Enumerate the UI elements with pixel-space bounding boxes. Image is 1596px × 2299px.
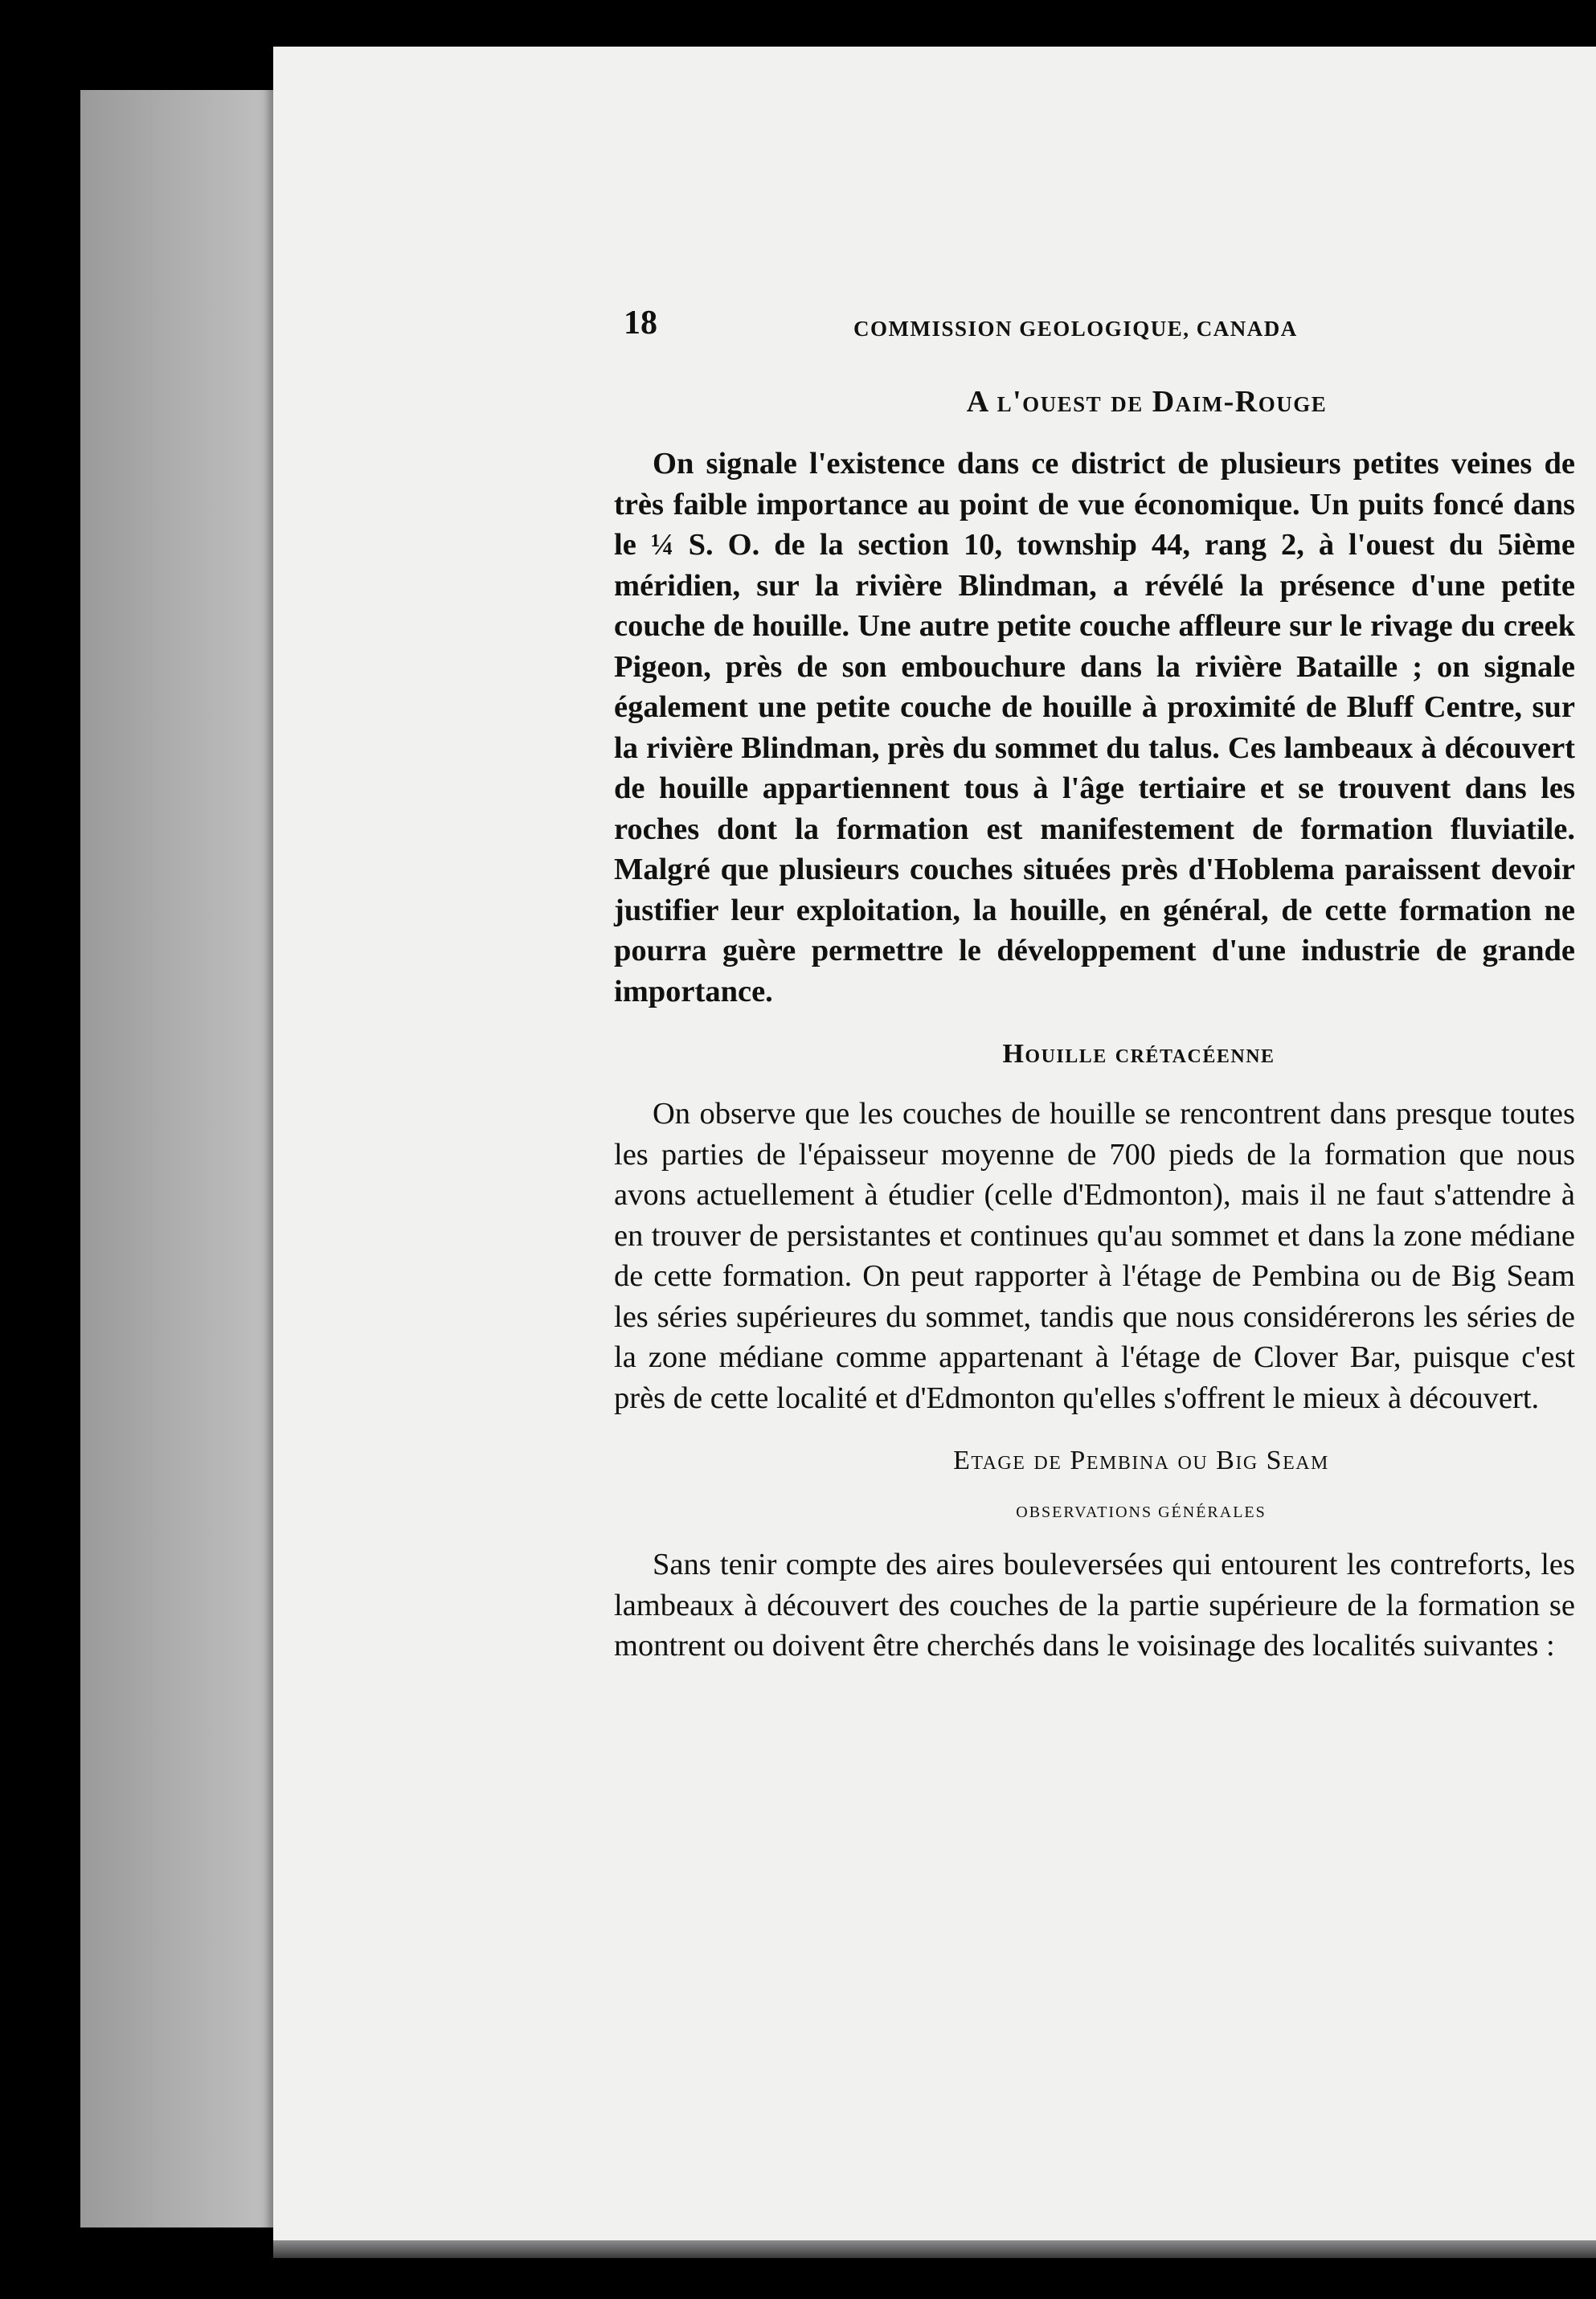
section-heading-daim-rouge: A l'ouest de Daim-Rouge <box>966 385 1328 419</box>
page-bottom-edge <box>273 2240 1596 2258</box>
section-heading-houille-cretaceenne: Houille crétacéenne <box>1002 1039 1275 1069</box>
paragraph-houille-cretaceenne: On observe que les couches de houille se rencontrent dans presque toutes les parties de l'épaisseur moyenne de 700 pieds de la formation que nous avons actuellement à étudier (celle d'Edmonton), mais il ne faut s'attendre à en trouver de persistantes et continues qu'au sommet et dans la zone médiane de cette formation. On peut rapporter à l'étage de Pembina ou de Big Seam les séries supérieures du sommet, tandis que nous considérerons les séries de la zone médiane comme appartenant à l'étage de Clover Bar, puisque c'est près de cette localité et d'Edmonton qu'elles s'offrent le mieux à découvert. <box>614 1097 1575 1415</box>
running-title: COMMISSION GEOLOGIQUE, CANADA <box>853 317 1298 341</box>
page-content <box>614 299 1575 1667</box>
page-number: 18 <box>624 305 657 342</box>
section-heading-etage-pembina: Etage de Pembina ou Big Seam <box>953 1446 1329 1475</box>
paragraph-daim-rouge: On signale l'existence dans ce district de plusieurs petites veines de très faible importance au point de vue économique. Un puits foncé dans le ¼ S. O. de la section 10, township 44, rang 2, à l'ouest du 5ième méridien, sur la rivière Blindman, a révélé la présence d'une petite couche de houille. Une autre petite couche affleure sur le rivage du creek Pigeon, près de son embouchure dans la rivière Bataille ; on signale également une petite couche de houille à proximité de Bluff Centre, sur la rivière Blindman, près du sommet du talus. Ces lambeaux à découvert de houille appartiennent tous à l'âge tertiaire et se trouvent dans les roches dont la formation est manifestement de formation fluviatile. Malgré que plusieurs couches situées près d'Hoblema paraissent devoir justifier leur exploitation, la houille, en général, de cette formation ne pourra guère permettre le développement d'une industrie de grande importance. <box>614 447 1575 1008</box>
subheading-observations-generales: OBSERVATIONS GÉNÉRALES <box>1016 1503 1267 1521</box>
paragraph-etage-pembina: Sans tenir compte des aires bouleversées qui entourent les contreforts, les lambeaux à découvert des couches de la partie supérieure de la formation se montrent ou doivent être cherchés dans le voisinage des localités suivantes : <box>614 1548 1575 1663</box>
running-head <box>614 299 1575 347</box>
